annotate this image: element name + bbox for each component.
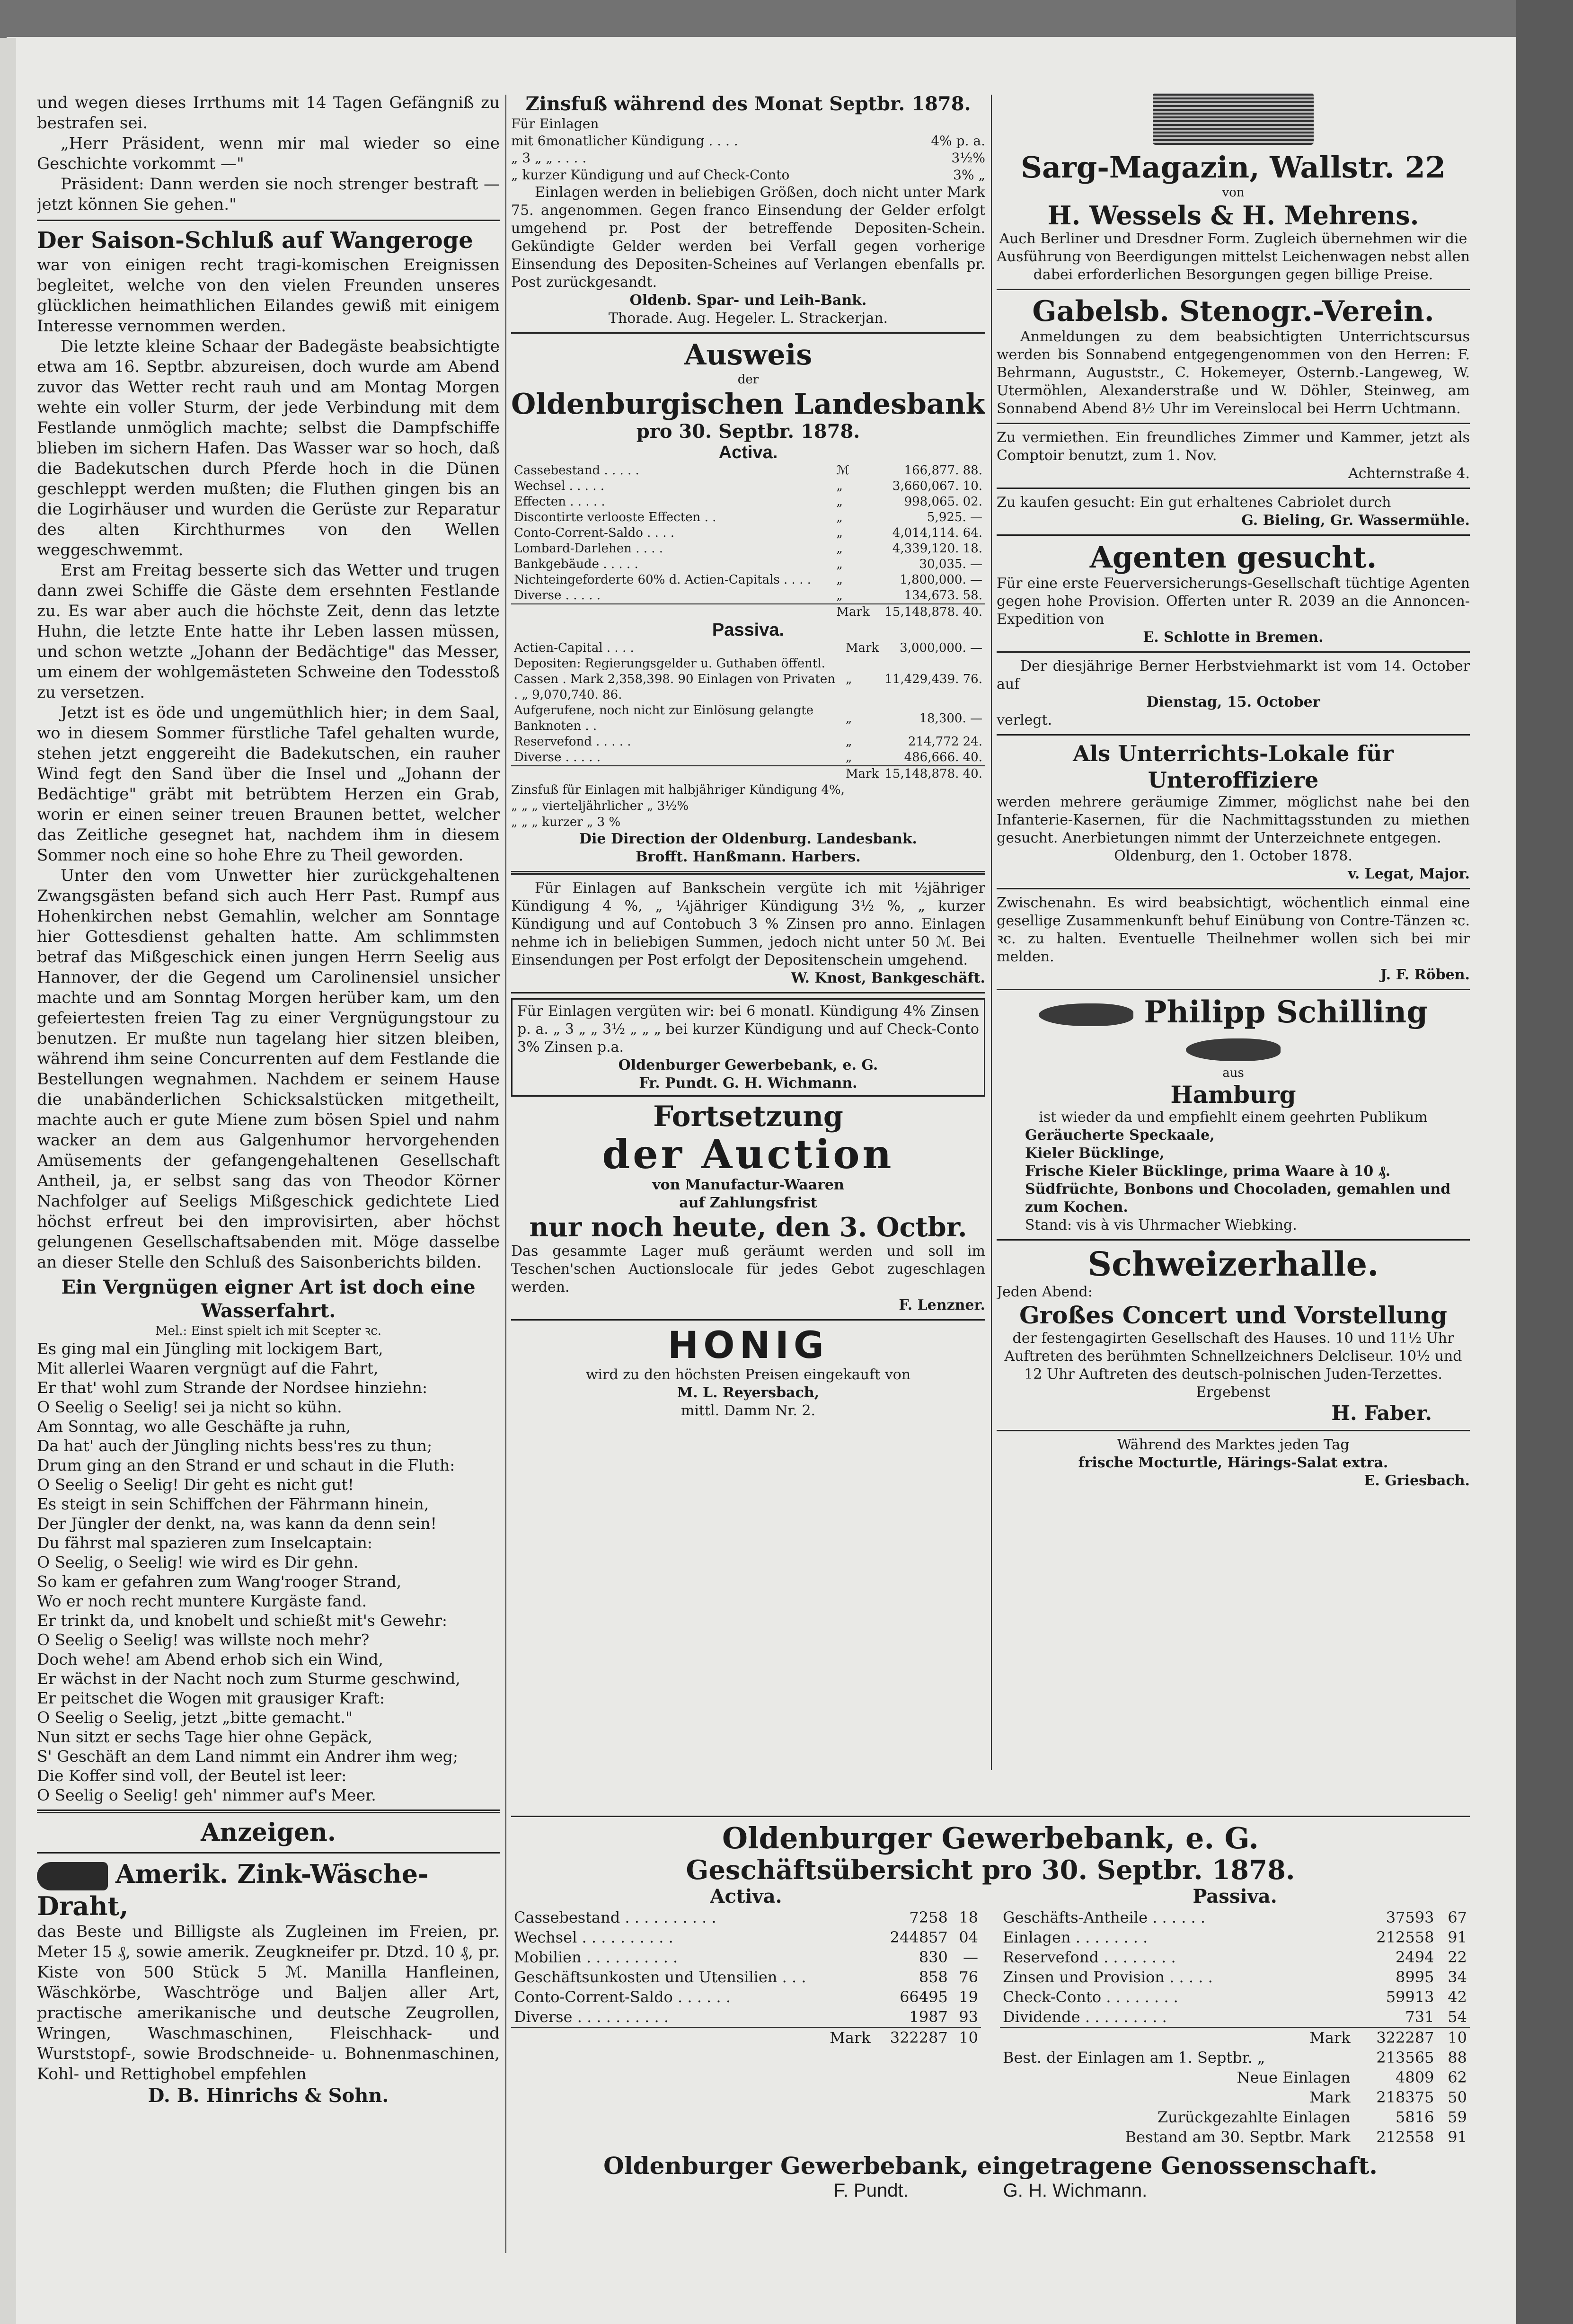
ad-names: H. Wessels & H. Mehrens.	[1047, 200, 1419, 231]
rate-value: 3% „	[953, 167, 985, 183]
verse-line: Doch wehe! am Abend erhob sich ein Wind,	[37, 1650, 384, 1668]
ad-item: frische Mocturtle, Härings-Salat extra.	[1078, 1455, 1388, 1471]
verse-line: O Seelig, o Seelig! wie wird es Dir gehn.	[37, 1553, 359, 1571]
verse-line: Es ging mal ein Jüngling mit lockigem Bart,	[37, 1339, 383, 1358]
table-row: Lombard-Darlehen . . . . „ 4,339,120. 18.	[514, 541, 982, 556]
table-row: Best. der Einlagen am 1. Septbr. „ 213565 88	[1003, 2049, 1467, 2067]
fish-icon	[1186, 1038, 1281, 1061]
ad-signature: E. Schlotte in Bremen.	[1143, 629, 1324, 646]
song-verse	[37, 1339, 500, 1805]
ad-address: mittl. Damm Nr. 2.	[680, 1402, 816, 1419]
rate-row	[511, 150, 985, 167]
verse-line: So kam er gefahren zum Wang'rooger Strand,	[37, 1572, 402, 1591]
divider	[37, 1810, 500, 1813]
activa-table	[511, 463, 985, 620]
verse-line: O Seelig o Seelig, jetzt „bitte gemacht."	[37, 1708, 353, 1727]
ad-text: verlegt.	[997, 712, 1052, 728]
auction-date: nur noch heute, den 3. Octbr.	[529, 1212, 967, 1243]
table-row: Zinsen und Provision . . . . . 8995 34	[1003, 1968, 1467, 1986]
table-row: Aufgerufene, noch nicht zur Einlösung gelangte Banknoten . . „ 18,300. —	[514, 703, 982, 733]
ad-title: Agenten gesucht.	[1089, 540, 1377, 575]
rate-label: „ kurzer Kündigung und auf Check-Conto	[511, 167, 790, 183]
ad-text: Für Einlagen vergüten wir: bei 6 monatl. Kündigung 4% Zinsen p. a. „ 3 „ „ 3½ „ „ „ bei kurzer Kündigung und auf Check-Conto 3% Zinsen p.a.	[517, 1003, 979, 1056]
ad-text: Zwischenahn. Es wird beabsichtigt, wöchentlich einmal eine gesellige Zusammenkunft behuf Einübung von Contre-Tänzen ꝛc. ꝛc. zu halten. Eventuelle Theilnehmer wollen sich bei mir melden.	[997, 895, 1470, 965]
rate-value: 3½%	[951, 150, 985, 166]
ad-signature: W. Knost, Bankgeschäft.	[791, 970, 985, 986]
table-row: Geschäftsunkosten und Utensilien . . . 858 76	[514, 1968, 978, 1986]
ad-item: Südfrüchte, Bonbons und Chocoladen, gemahlen und zum Kochen.	[1025, 1181, 1451, 1215]
table-row: Cassebestand . . . . . . . . . . 7258 18	[514, 1908, 978, 1926]
divider	[997, 289, 1470, 290]
divider	[997, 534, 1470, 536]
ad-place: Oldenburg, den 1. October 1878.	[1114, 848, 1352, 864]
article-paragraph: Erst am Freitag besserte sich das Wetter und trugen dann zwei Schiffe die Gäste dem ersehnten Festlande zu. Es war aber auch die höchste Zeit, denn das letzte Huhn, die letzte Ente hatte ihr Leben lassen müssen, und schon wetzte „Johann der Bedächtige" das Messer, um einem der wohlgemästeten Schweine den Todesstoß zu versetzen.	[37, 561, 500, 702]
column-2	[511, 93, 985, 1768]
verse-line: O Seelig o Seelig! Dir geht es nicht gut!	[37, 1475, 354, 1494]
verse-line: Mit allerlei Waaren vergnügt auf die Fahrt,	[37, 1359, 379, 1377]
ad-item: Frische Kieler Bücklinge, prima Waare à 10 ₰.	[1025, 1163, 1391, 1180]
divider	[511, 332, 985, 334]
rate-label: mit 6monatlicher Kündigung . . . .	[511, 133, 738, 149]
ad-heading	[37, 1858, 500, 1922]
table-row: Check-Conto . . . . . . . . 59913 42	[1003, 1988, 1467, 2006]
activa-table	[511, 1907, 981, 2048]
divider	[997, 423, 1470, 424]
verse-line: Drum ging an den Strand er und schaut in die Fluth:	[37, 1456, 455, 1474]
ad-text: Für eine erste Feuerversicherungs-Gesellschaft tüchtige Agenten gegen hohe Provision. Offerten unter R. 2039 an die Annoncen-Expedition von	[997, 575, 1470, 628]
statement-footer: Oldenburger Gewerbebank, eingetragene Genossenschaft.	[603, 2152, 1378, 2180]
gewerbe-ad	[511, 998, 985, 1097]
table-row: Actien-Capital . . . . Mark 3,000,000. —	[514, 641, 982, 655]
scan-border	[1516, 0, 1573, 2324]
divider	[997, 1430, 1470, 1431]
article-title: Der Saison-Schluß auf Wangeroge	[37, 227, 473, 254]
verse-line: Der Jüngler der denkt, na, was kann da denn sein!	[37, 1514, 437, 1533]
article-paragraph: Die letzte kleine Schaar der Badegäste beabsichtigte etwa am 16. Septbr. abzureisen, doch wurde am Abend zuvor das Wetter recht rauh und am Montag Morgen wehte ein voller Sturm, der jede Verbindung mit dem Festlande unmöglich machte; selbst die Dampfschiffe blieben im sichern Hafen. Das Wasser war so hoch, daß die Badekutschen durch Pferde hoch in die Dünen geschleppt werden mußten; die Fluthen gingen bis an die Logirhäuser und wurden die Gerüste zur Reparatur des alten Kirchthurmes von den Wellen weggeschwemmt.	[37, 337, 500, 559]
verse-line: Wo er noch recht muntere Kurgäste fand.	[37, 1592, 367, 1610]
ad-names: Thorade. Aug. Hegeler. L. Strackerjan.	[608, 310, 888, 327]
table-row: Diverse . . . . . „ 134,673. 58.	[514, 588, 982, 603]
activa-label: Activa.	[710, 1885, 782, 1907]
auction-sub: auf Zahlungsfrist	[679, 1195, 817, 1211]
table-row: Dividende . . . . . . . . . 731 54	[1003, 2008, 1467, 2026]
divider	[997, 488, 1470, 489]
divider	[511, 1319, 985, 1321]
verse-line: Er peitschet die Wogen mit grausiger Kraft:	[37, 1689, 385, 1707]
divider	[37, 1852, 500, 1854]
verse-line: S' Geschäft an dem Land nimmt ein Andrer ihm weg;	[37, 1747, 459, 1765]
table-row: Conto-Corrent-Saldo . . . . . . 66495 19	[514, 1988, 978, 2006]
signature: F. Pundt.	[833, 2180, 909, 2201]
table-row: Mobilien . . . . . . . . . . 830 —	[514, 1948, 978, 1966]
ad-signature: Oldenb. Spar- und Leih-Bank.	[629, 292, 867, 309]
table-row: Nichteingeforderte 60% d. Actien-Capitals . . . . „ 1,800,000. —	[514, 573, 982, 587]
ad-text: Anmeldungen zu dem beabsichtigten Unterrichtscursus werden bis Sonnabend entgegengenommen von den Herren: F. Behrmann, Auguststr., C. Hokemeyer, Osternb.-Langeweg, W. Utermöhlen, Alexanderstraße und W. Döhler, Steinweg, am Sonnabend Abend 8½ Uhr im Vereinslocal bei Herrn Uchtmann.	[997, 328, 1470, 417]
ad-title: Gabelsb. Stenogr.-Verein.	[1032, 295, 1434, 328]
rate-row	[511, 115, 985, 133]
table-total: Mark 15,148,878. 40.	[511, 766, 985, 782]
intro-text: „Herr Präsident, wenn mir mal wieder so eine Geschichte vorkommt —"	[37, 134, 500, 173]
ad-text: Zu vermiethen. Ein freundliches Zimmer und Kammer, jetzt als Comptoir benutzt, zum 1. Nov.	[997, 429, 1470, 464]
table-row: Diverse . . . . . . . . . . 1987 93	[514, 2008, 978, 2026]
table-row: Diverse . . . . . „ 486,666. 40.	[514, 750, 982, 764]
divider	[997, 888, 1470, 889]
table-row: Einlagen . . . . . . . . 212558 91	[1003, 1928, 1467, 1946]
verse-line: O Seelig o Seelig! geh' nimmer auf's Meer.	[37, 1786, 376, 1804]
ad-item: Kieler Bücklinge,	[1025, 1145, 1165, 1162]
table-total: Mark 15,148,878. 40.	[511, 604, 985, 620]
statement-signatures	[511, 2180, 1470, 2201]
ad-von: von	[1222, 186, 1245, 200]
verse-line: Die Koffer sind voll, der Beutel ist leer:	[37, 1766, 347, 1785]
article-paragraph: Unter den vom Unwetter hier zurückgehaltenen Zwangsgästen befand sich auch Herr Past. Rumpf aus Hohenkirchen nebst Gemahlin, welcher am Sonntage hier Gottesdienst gehalten hatte. Am schlimmsten betraf das Mißgeschick einen jungen Herrn Seelig aus Hannover, der die Gegend um Carolinensiel unsicher machte und am Sonntag Morgen herüber kam, um den gefeiertesten freien Tag zu einer Vergnügungstour zu benutzen. Er mußte nun tagelang hier sitzen bleiben, während ihm seine Concurrenten auf dem Festlande die Bestellungen wegnahmen. Nachdem er seinem Hause die unabänderlichen Schicksalstücken mitgetheilt, machte auch er gute Miene zum bösen Spiel und nahm wacker an dem aus Galgenhumor hervorgehenden Amüsements der gefangengehaltenen Gesellschaft Antheil, ja, er selbst sang das von Theodor Körner Nachfolger auf Seeligs Mißgeschick gedichtete Lied höchst erfreut bei den improvisirten, aber höchst gelungenen Gesellschaftsabenden mit. Möge dasselbe an dieser Stelle den Schluß des Saisonberichts bilden.	[37, 866, 500, 1272]
table-row: Bestand am 30. Septbr. Mark 212558 91	[1125, 2128, 1467, 2146]
table-row: Zurückgezahlte Einlagen 5816 59	[1157, 2108, 1467, 2126]
ausweis-bank: Oldenburgischen Landesbank	[511, 388, 985, 421]
direction-names: Brofft. Hanßmann. Harbers.	[636, 849, 861, 865]
ad-signature: D. B. Hinrichs & Sohn.	[148, 2084, 389, 2107]
ad-title: Schweizerhalle.	[1087, 1244, 1379, 1284]
ad-signature: M. L. Reyersbach,	[677, 1384, 820, 1401]
ad-title: Sarg-Magazin, Wallstr. 22	[1021, 150, 1446, 185]
verse-line: Er trinkt da, und knobelt und schießt mit's Gewehr:	[37, 1611, 448, 1630]
ad-text: Während des Marktes jeden Tag	[1117, 1437, 1350, 1453]
ad-aus: aus	[1222, 1066, 1244, 1080]
ad-address: Achternstraße 4.	[1348, 465, 1470, 482]
interest-line: „ „ „ vierteljährlicher „ 3½%	[511, 799, 689, 813]
divider	[997, 651, 1470, 653]
verse-line: O Seelig o Seelig! sei ja nicht so kühn.	[37, 1398, 342, 1416]
fish-icon	[1039, 1003, 1133, 1026]
ad-text: Einlagen werden in beliebigen Größen, doch nicht unter Mark 75. angenommen. Gegen franco Einsendung der Gelder erfolgt umgehend pr. Post der betreffende Depositen-Schein. Gekündigte Gelder werden bei Verfall gegen vorherige Einsendung des Depositen-Scheines auf Verlangen ebenfalls pr. Post zurückgesandt.	[511, 184, 985, 291]
auction-title: der Auction	[602, 1131, 894, 1178]
intro-text: Präsident: Dann werden sie noch strenger bestraft — jetzt können Sie gehen."	[37, 175, 500, 214]
table-total: Mark 322287 10	[1000, 2027, 1470, 2048]
honig-title: HONIG	[668, 1324, 829, 1367]
verse-line: Er wächst in der Nacht noch zum Sturme geschwind,	[37, 1669, 460, 1688]
rate-label: „ 3 „ „ . . . .	[511, 150, 587, 166]
table-total: Mark 322287 10	[511, 2027, 981, 2048]
divider	[997, 1239, 1470, 1241]
auction-sub: von Manufactur-Waaren	[652, 1177, 844, 1193]
ad-text: der festengagirten Gesellschaft des Hauses. 10 und 11½ Uhr Auftreten des berühmten Schnellzeichners Delcliseur. 10½ und 12 Uhr Auftreten des deutsch-polnischen Juden-Terzettes. Ergebenst	[1004, 1330, 1462, 1401]
ad-signature: E. Griesbach.	[1364, 1472, 1470, 1489]
ad-text: Der diesjährige Berner Herbstviehmarkt ist vom 14. October auf	[997, 658, 1470, 692]
table-row: Bankgebäude . . . . . „ 30,035. —	[514, 557, 982, 571]
ad-text: Zu kaufen gesucht: Ein gut erhaltenes Cabriolet durch	[997, 494, 1391, 511]
ad-title: Amerik. Zink-Wäsche-Draht,	[37, 1859, 429, 1921]
table-row: Reservefond . . . . . . . . 2494 22	[1003, 1948, 1467, 1966]
article-paragraph: war von einigen recht tragi-komischen Ereignissen begleitet, welche von den vielen Freunden unseres glücklichen heimathlichen Eilandes gewiß mit einigem Interesse vernommen werden.	[37, 256, 500, 336]
ad-text: wird zu den höchsten Preisen eingekauft von	[585, 1366, 911, 1383]
ad-signature: G. Bieling, Gr. Wassermühle.	[1241, 512, 1470, 529]
table-row: Depositen: Regierungsgelder u. Guthaben öffentl. Cassen . Mark 2,358,398. 90 Einlagen von Privaten . „ 9,070,740. 86. „ 11,429,439. 76.	[514, 656, 982, 702]
verse-line: Nun sitzt er sechs Tage hier ohne Gepäck,	[37, 1728, 373, 1746]
rate-row	[511, 167, 985, 184]
ad-signature: F. Lenzner.	[899, 1297, 985, 1313]
pointing-hand-icon	[37, 1862, 108, 1890]
ad-signature: v. Legat, Major.	[1348, 866, 1470, 882]
table-row: Mark 218375 50	[1309, 2088, 1467, 2106]
verse-line: O Seelig o Seelig! was willste noch mehr?	[37, 1631, 370, 1649]
interest-line: Zinsfuß für Einlagen mit halbjähriger Kündigung 4%,	[511, 783, 845, 797]
ad-signature: Oldenburger Gewerbebank, e. G.	[618, 1057, 878, 1073]
statement-title: Oldenburger Gewerbebank, e. G.	[722, 1821, 1259, 1855]
ad-title: Philipp Schilling	[1144, 994, 1428, 1030]
ausweis-title: Ausweis	[684, 338, 813, 372]
ad-text: Jeden Abend:	[997, 1284, 1093, 1300]
gewerbebank-statement	[511, 1816, 1470, 2242]
divider	[997, 989, 1470, 990]
verse-line: Es steigt in sein Schiffchen der Fährmann hinein,	[37, 1495, 429, 1513]
article-paragraph: Jetzt ist es öde und ungemüthlich hier; in dem Saal, wo in diesem Sommer fürstliche Tafel gehalten wurde, stehen jetzt enggereiht die Badekutschen, ein rauher Wind fegt den Sand über die Insel und „Johann der Bedächtige" gräbt mit betrübtem Herzen ein Grab, worin er einen seiner treuen Braunen bettet, welcher das Zeitliche gesegnet hat, nachdem ihm in diesem Sommer noch eine so hohe Ehre zu Theil geworden.	[37, 703, 500, 865]
table-row: Neue Einlagen 4809 62	[1237, 2068, 1467, 2086]
ad-item: Geräucherte Speckaale,	[1025, 1127, 1215, 1144]
table-row: Reservefond . . . . . „ 214,772 24.	[514, 735, 982, 749]
column-rule	[991, 95, 992, 1770]
verse-line: Du fährst mal spazieren zum Inselcaptain:	[37, 1534, 372, 1552]
direction: Die Direction der Oldenburg. Landesbank.	[579, 831, 917, 847]
passiva-table	[1000, 1907, 1470, 2147]
ad-text: ist wieder da und empfiehlt einem geehrten Publikum	[1039, 1109, 1428, 1126]
divider	[511, 992, 985, 993]
ad-text: das Beste und Billigste als Zugleinen im Freien, pr. Meter 15 ₰, sowie amerik. Zeugkneifer pr. Dtzd. 10 ₰, pr. Kiste von 500 Stück 5 ℳ. Manilla Hanfleinen, Wäschkörbe, Waschtröge und Baljen aller Art, practische amerikanische und deutsche Zeugrollen, Wringen, Waschmaschinen, Fleischhack- und Wurststopf-, sowie Brodschneide- u. Bohnenmaschinen, Kohl- und Rettighobel empfehlen	[37, 1922, 500, 2084]
torn-edge	[0, 38, 16, 2324]
ad-text: Für Einlagen auf Bankschein vergüte ich mit ½jähriger Kündigung 4 %, „ ¼jähriger Kündigung 3½ %, „ kurzer Kündigung und auf Contobuch 3 % Zinsen pro anno. Einlagen nehme ich in beliebigen Summen, jedoch nicht unter 50 ℳ. Bei Einsendungen per Post erfolgt der Depositenschein umgehend.	[511, 880, 985, 968]
table-row: Geschäfts-Antheile . . . . . . 37593 67	[1003, 1908, 1467, 1926]
table-row: Effecten . . . . . „ 998,065. 02.	[514, 495, 982, 509]
column-1	[37, 93, 500, 2251]
ad-names: Fr. Pundt. G. H. Wichmann.	[639, 1075, 857, 1091]
verse-line: Am Sonntag, wo alle Geschäfte ja ruhn,	[37, 1417, 351, 1436]
divider	[997, 734, 1470, 736]
rate-row	[511, 133, 985, 150]
divider	[511, 871, 985, 875]
ad-signature: H. Faber.	[1331, 1401, 1432, 1425]
passiva-label: Passiva.	[712, 620, 785, 640]
ad-title: Zinsfuß während des Monat Septbr. 1878.	[525, 93, 971, 115]
table-row: Discontirte verlooste Effecten . . „ 5,925. —	[514, 510, 982, 524]
song-melody: Mel.: Einst spielt ich mit Scepter ꝛc.	[155, 1324, 382, 1338]
ad-title: Als Unterrichts-Lokale für Unteroffiziere	[1073, 741, 1394, 793]
activa-label: Activa.	[718, 443, 778, 462]
passiva-table	[511, 640, 985, 782]
ad-text: werden mehrere geräumige Zimmer, möglichst nahe bei den Infanterie-Kasernen, für die Nachmittagsstunden zu miethen gesucht. Anerbietungen nimmt der Unterzeichnete entgegen.	[997, 794, 1470, 846]
divider	[511, 1816, 1470, 1817]
statement-subtitle: Geschäftsübersicht pro 30. Septbr. 1878.	[686, 1854, 1295, 1886]
column-rule	[505, 95, 506, 2253]
rate-label: Für Einlagen	[511, 116, 599, 132]
divider	[37, 220, 500, 221]
ad-city: Hamburg	[1170, 1081, 1296, 1109]
verse-line: Er that' wohl zum Strande der Nordsee hinziehn:	[37, 1378, 428, 1397]
table-row: Cassebestand . . . . . ℳ 166,877. 88.	[514, 463, 982, 478]
passiva-label: Passiva.	[1193, 1885, 1277, 1907]
ad-date: Dienstag, 15. October	[1146, 694, 1320, 710]
ad-text: Auch Berliner und Dresdner Form. Zugleich übernehmen wir die Ausführung von Beerdigungen mittelst Leichenwagen nebst allen dabei erforderlichen Besorgungen gegen billige Preise.	[997, 231, 1470, 283]
song-title: Ein Vergnügen eigner Art ist doch eine Wasserfahrt.	[61, 1276, 476, 1322]
table-row: Wechsel . . . . . „ 3,660,067. 10.	[514, 479, 982, 493]
rate-value: 4% p. a.	[931, 133, 985, 149]
ad-stand: Stand: vis à vis Uhrmacher Wiebking.	[1025, 1217, 1297, 1233]
ausweis-der: der	[737, 373, 759, 387]
table-row: Wechsel . . . . . . . . . . 244857 04	[514, 1928, 978, 1946]
section-heading: Anzeigen.	[201, 1818, 336, 1847]
signature: G. H. Wichmann.	[1003, 2180, 1148, 2201]
ausweis-date: pro 30. Septbr. 1878.	[636, 420, 860, 443]
table-row: Conto-Corrent-Saldo . . . . „ 4,014,114. 64.	[514, 526, 982, 540]
intro-text: und wegen dieses Irrthums mit 14 Tagen Gefängniß zu bestrafen sei.	[37, 93, 500, 133]
verse-line: Da hat' auch der Jüngling nichts bess'res zu thun;	[37, 1437, 433, 1455]
ad-signature: J. F. Röben.	[1380, 967, 1470, 983]
schilling-heading	[997, 995, 1470, 1065]
ad-text: Das gesammte Lager muß geräumt werden und soll im Teschen'schen Auctionslocale für jedes Gebot zugeschlagen werden.	[511, 1243, 985, 1295]
column-3	[997, 93, 1470, 1768]
interest-line: „ „ „ kurzer „ 3 %	[511, 815, 621, 829]
coffin-icon	[1153, 93, 1314, 145]
auction-heading: Fortsetzung	[653, 1100, 843, 1133]
ad-subtitle: Großes Concert und Vorstellung	[1019, 1301, 1448, 1329]
